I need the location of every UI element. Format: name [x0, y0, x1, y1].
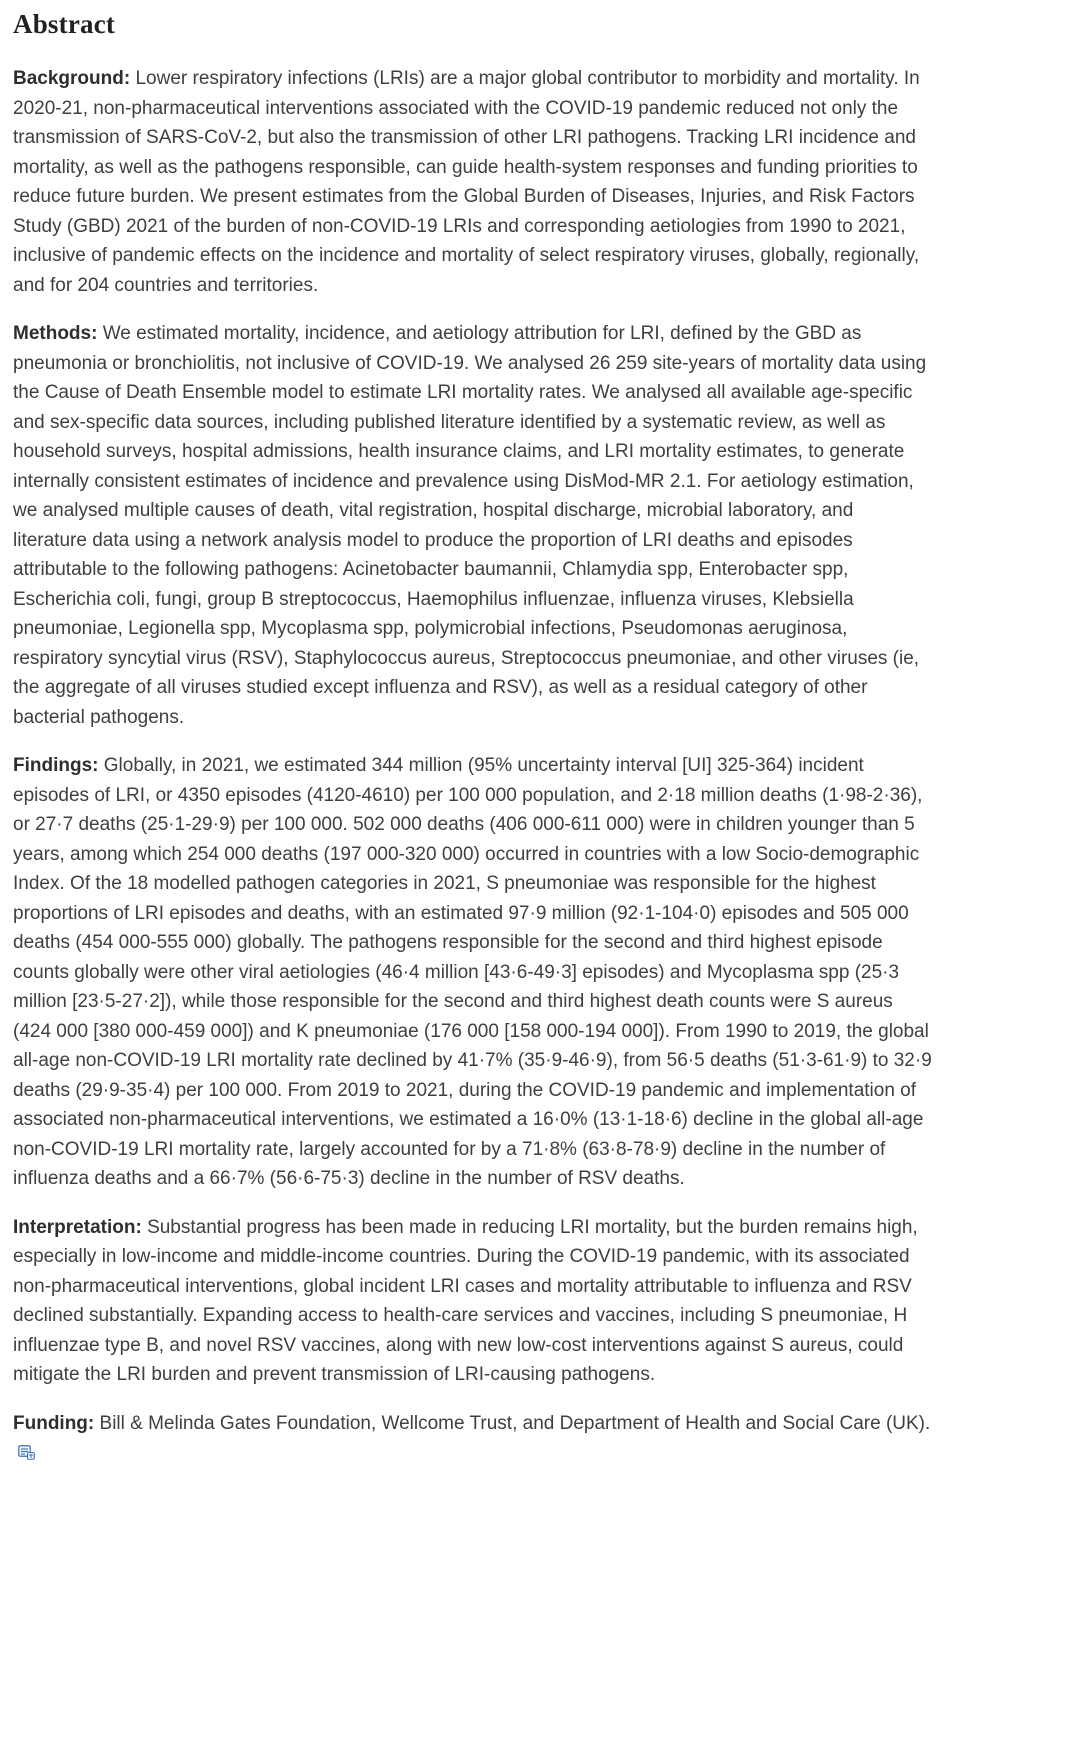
abstract-title: Abstract	[13, 9, 116, 39]
methods-label: Methods:	[13, 323, 98, 344]
abstract-section	[13, 8, 932, 1468]
findings-label: Findings:	[13, 755, 99, 776]
paragraph-background	[13, 64, 932, 300]
background-text: Lower respiratory infections (LRIs) are a major global contributor to morbidity and mortality. In 2020-21, non-pharmaceutical interventions associated with the COVID-19 pandemic reduced not only the transmission of SARS-CoV-2, but also the transmission of other LRI pathogens. Tracking LRI incidence and mortality, as well as the pathogens responsible, can guide health-system responses and funding priorities to reduce future burden. We present estimates from the Global Burden of Diseases, Injuries, and Risk Factors Study (GBD) 2021 of the burden of non-COVID-19 LRIs and corresponding aetiologies from 1990 to 2021, inclusive of pandemic effects on the incidence and mortality of select respiratory viruses, globally, regionally, and for 204 countries and territories.	[13, 68, 920, 296]
paragraph-methods	[13, 319, 932, 732]
interpretation-text: Substantial progress has been made in reducing LRI mortality, but the burden remains high, especially in low-income and middle-income countries. During the COVID-19 pandemic, with its associated non-pharmaceutical interventions, global incident LRI cases and mortality attributable to influenza and RSV declined substantially. Expanding access to health-care services and vaccines, including S pneumoniae, H influenzae type B, and novel RSV vaccines, along with new low-cost interventions against S aureus, could mitigate the LRI burden and prevent transmission of LRI-causing pathogens.	[13, 1216, 918, 1385]
funding-label: Funding:	[13, 1412, 95, 1434]
paragraph-interpretation	[13, 1213, 932, 1390]
findings-text: Globally, in 2021, we estimated 344 million (95% uncertainty interval [UI] 325-364) incident episodes of LRI, or 4350 episodes (4120-4610) per 100 000 population, and 2·18 million deaths (1·98-2·36), or 27·7 deaths (25·1-29·9) per 100 000. 502 000 deaths (406 000-611 000) were in children younger than 5 years, among which 254 000 deaths (197 000-320 000) occurred in countries with a low Socio-demographic Index. Of the 18 modelled pathogen categories in 2021, S pneumoniae was responsible for the highest proportions of LRI episodes and deaths, with an estimated 97·9 million (92·1-104·0) episodes and 505 000 deaths (454 000-555 000) globally. The pathogens responsible for the second and third highest episode counts globally were other viral aetiologies (46·4 million [43·6-49·3] episodes) and Mycoplasma spp (25·3 million [23·5-27·2]), while those responsible for the second and third highest death counts were S aureus (424 000 [380 000-459 000]) and K pneumoniae (176 000 [158 000-194 000]). From 1990 to 2019, the global all-age non-COVID-19 LRI mortality rate declined by 41·7% (35·9-46·9), from 56·5 deaths (51·3-61·9) to 32·9 deaths (29·9-35·4) per 100 000. From 2019 to 2021, during the COVID-19 pandemic and implementation of associated non-pharmaceutical interventions, we estimated a 16·0% (13·1-18·6) decline in the global all-age non-COVID-19 LRI mortality rate, largely accounted for by a 71·8% (63·8-78·9) decline in the number of influenza deaths and a 66·7% (56·6-75·3) decline in the number of RSV deaths.	[13, 755, 932, 1189]
background-label: Background:	[13, 68, 131, 89]
interpretation-label: Interpretation:	[13, 1216, 142, 1238]
translate-icon[interactable]	[18, 1445, 35, 1460]
paragraph-funding	[13, 1409, 932, 1468]
methods-text: We estimated mortality, incidence, and aetiology attribution for LRI, defined by the GBD as pneumonia or bronchiolitis, not inclusive of COVID-19. We analysed 26 259 site-years of mortality data using the Cause of Death Ensemble model to estimate LRI mortality rates. We analysed all available age-specific and sex-specific data sources, including published literature identified by a systematic review, as well as household surveys, hospital admissions, health insurance claims, and LRI mortality estimates, to generate internally consistent estimates of incidence and prevalence using DisMod-MR 2.1. For aetiology estimation, we analysed multiple causes of death, vital registration, hospital discharge, microbial laboratory, and literature data using a network analysis model to produce the proportion of LRI deaths and episodes attributable to the following pathogens: Acinetobacter baumannii, Chlamydia spp, Enterobacter spp, Escherichia coli, fungi, group B streptococcus, Haemophilus influenzae, influenza viruses, Klebsiella pneumoniae, Legionella spp, Mycoplasma spp, polymicrobial infections, Pseudomonas aeruginosa, respiratory syncytial virus (RSV), Staphylococcus aureus, Streptococcus pneumoniae, and other viruses (ie, the aggregate of all viruses studied except influenza and RSV), as well as a residual category of other bacterial pathogens.	[13, 323, 927, 728]
paragraph-findings	[13, 751, 932, 1194]
funding-text: Bill & Melinda Gates Foundation, Wellcome Trust, and Department of Health and Social Care (UK).	[99, 1412, 931, 1434]
